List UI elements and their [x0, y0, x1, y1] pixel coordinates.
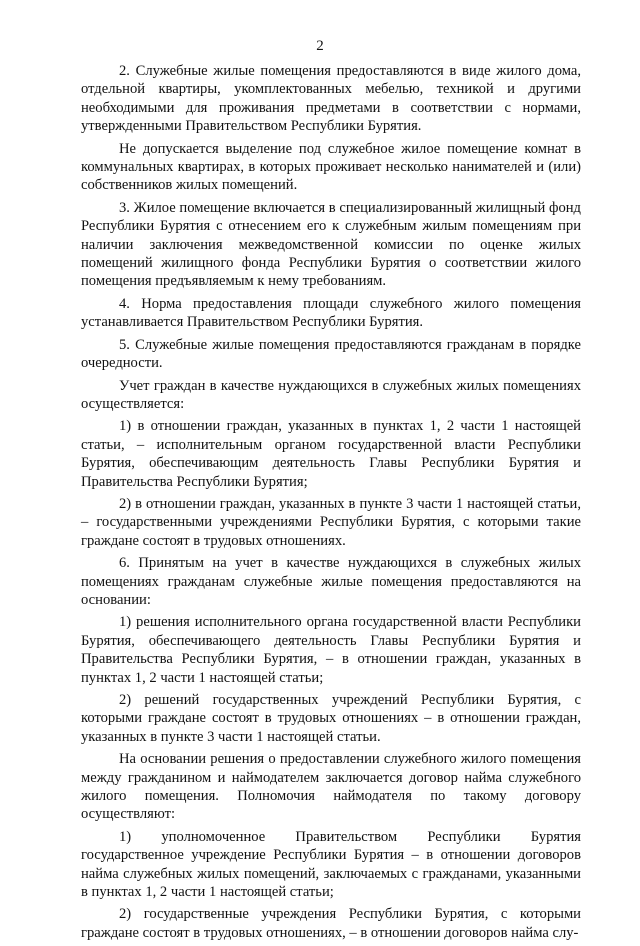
paragraph: На основании решения о предоставлении служебного жилого помещения между гражданином и наймодателем заключается договор найма служебного жилого помещения. Полномочия наймодателя по такому договору осуществляют:	[81, 751, 581, 823]
list-item: 1) в отношении граждан, указанных в пунктах 1, 2 части 1 настоящей статьи, – исполнительным органом государственной власти Республики Бурятия, обеспечивающим деятельность Главы Республики Бурятия и Правительства Республики Бурятия;	[81, 418, 581, 490]
paragraph: 2. Служебные жилые помещения предоставляются в виде жилого дома, отдельной квартиры, укомплектованных мебелью, техникой и другими необходимыми для проживания предметами в соответствии с нормами, утвержденными Правительством Республики Бурятия.	[81, 63, 581, 135]
paragraph: 4. Норма предоставления площади служебного жилого помещения устанавливается Правительством Республики Бурятия.	[81, 295, 581, 331]
paragraph: 6. Принятым на учет в качестве нуждающихся в служебных жилых помещениях гражданам служебные жилые помещения предоставляются на основании:	[81, 555, 581, 608]
list-item: 2) в отношении граждан, указанных в пункте 3 части 1 настоящей статьи, – государственными учреждениями Республики Бурятия, с которыми такие граждане состоят в трудовых отношениях.	[81, 495, 581, 549]
list-item: 2) решений государственных учреждений Республики Бурятия, с которыми граждане состоят в трудовых отношениях – в отношении граждан, указанных в пункте 3 части 1 настоящей статьи.	[81, 692, 581, 745]
page-number: 2	[316, 38, 324, 54]
list-item: 2) государственные учреждения Республики Бурятия, с которыми граждане состоят в трудовых отношениях, – в отношении договоров найма слу-	[81, 906, 581, 941]
paragraph: Не допускается выделение под служебное жилое помещение комнат в коммунальных квартирах, в которых проживает несколько нанимателей и (или) собственников жилых помещений.	[81, 140, 581, 194]
document-body	[81, 62, 581, 946]
paragraph: 5. Служебные жилые помещения предоставляются гражданам в порядке очередности.	[81, 336, 581, 372]
paragraph: Учет граждан в качестве нуждающихся в служебных жилых помещениях осуществляется:	[81, 377, 581, 412]
list-item: 1) решения исполнительного органа государственной власти Республики Бурятия, обеспечивающего деятельность Главы Республики Бурятия и Правительства Республики Бурятия, – в отношении граждан, указанных в пунктах 1, 2 части 1 настоящей статьи;	[81, 614, 581, 686]
list-item: 1) уполномоченное Правительством Республики Бурятия государственное учреждение Республики Бурятия – в отношении договоров найма служебных жилых помещений, заключаемых с гражданами, указанными в пунктах 1, 2 части 1 настоящей статьи;	[81, 828, 581, 901]
paragraph: 3. Жилое помещение включается в специализированный жилищный фонд Республики Бурятия с отнесением его к служебным жилым помещениям при наличии заключения межведомственной комиссии по оценке жилых помещений жилищного фонда Республики Бурятия о соответствии жилого помещения предъявляемым к нему требованиям.	[81, 199, 581, 290]
